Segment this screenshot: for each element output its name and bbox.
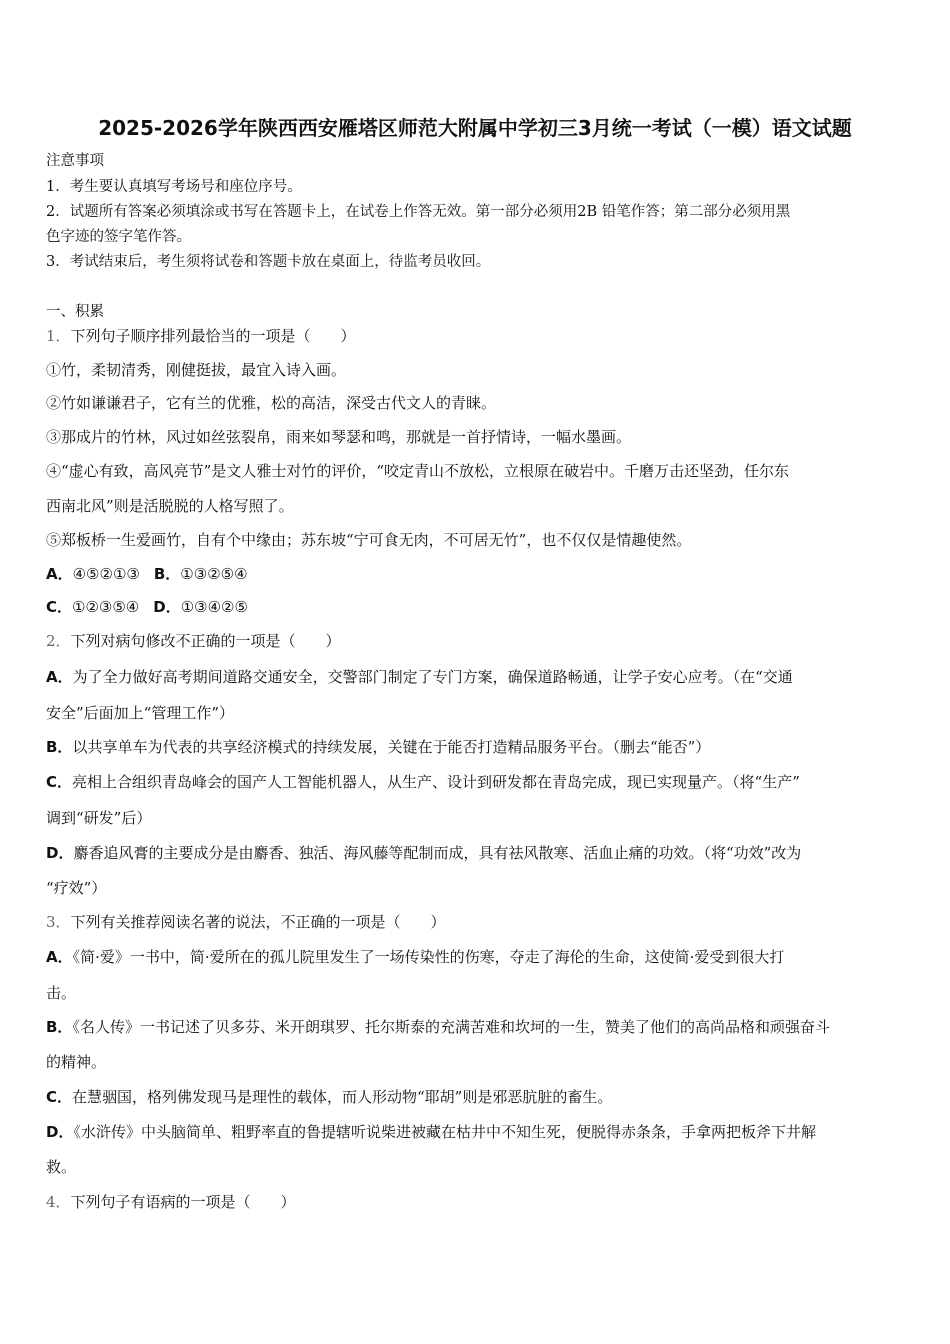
option-text: ①③④②⑤ xyxy=(180,598,248,616)
option-text: 麝香追风膏的主要成分是由麝香、独活、海风藤等配制而成，具有祛风散寒、活血止痛的功效。（将“功效”改为 xyxy=(73,844,802,862)
question-number: 2． xyxy=(46,632,71,650)
option-text: 在慧骃国，格列佛发现马是理性的载体，而人形动物“耶胡”则是邪恶肮脏的畜生。 xyxy=(72,1088,613,1106)
q1-sentence-4: ④“虚心有致，高风亮节”是文人雅士对竹的评价，“咬定青山不放松，立根原在破岩中。千磨万击还坚劲，任尔东 xyxy=(46,462,790,480)
option-key: A． xyxy=(46,668,73,686)
notice-item-3: 3．考试结束后，考生须将试卷和答题卡放在桌面上，待监考员收回。 xyxy=(46,254,491,270)
notice-heading: 注意事项 xyxy=(46,153,104,169)
question-number: 4． xyxy=(46,1193,71,1211)
option-text: ④⑤②①③ xyxy=(72,565,140,583)
notice-item-2-cont: 色字迹的签字笔作答。 xyxy=(46,229,191,245)
q1-sentence-5: ⑤郑板桥一生爱画竹，自有个中缘由；苏东坡“宁可食无肉，不可居无竹”，也不仅仅是情趣使然。 xyxy=(46,531,692,549)
q2-option-c xyxy=(46,772,906,792)
question-text: 下列句子顺序排列最恰当的一项是（ ） xyxy=(70,327,356,345)
question-3-stem xyxy=(46,912,906,932)
option-text: 《简·爱》一书中，简·爱所在的孤儿院里发生了一场传染性的伤寒，夺走了海伦的生命，这使简·爱受到很大打 xyxy=(72,948,785,966)
question-text: 下列有关推荐阅读名著的说法，不正确的一项是（ ） xyxy=(70,913,446,931)
q1-options-row-2 xyxy=(46,597,906,617)
q1-sentence-4-cont: 西南北风”则是活脱脱的人格写照了。 xyxy=(46,497,294,515)
question-number: 3． xyxy=(46,913,71,931)
q1-options-row-1 xyxy=(46,564,906,584)
option-key: A． xyxy=(46,948,73,966)
q1-sentence-3: ③那成片的竹林，风过如丝弦裂帛，雨来如琴瑟和鸣，那就是一首抒情诗，一幅水墨画。 xyxy=(46,428,632,446)
option-key: C． xyxy=(46,773,73,791)
q3-option-a-cont: 击。 xyxy=(46,984,77,1002)
q2-option-d-cont: “疗效”） xyxy=(46,879,107,897)
q3-option-d-cont: 救。 xyxy=(46,1158,77,1176)
question-text: 下列对病句修改不正确的一项是（ ） xyxy=(70,632,341,650)
section-heading: 一、积累 xyxy=(46,304,104,320)
notice-item-2: 2．试题所有答案必须填涂或书写在答题卡上，在试卷上作答无效。第一部分必须用2B 铅笔作答；第二部分必须用黑 xyxy=(46,204,791,220)
option-key: A． xyxy=(46,565,73,583)
option-text: 亮相上合组织青岛峰会的国产人工智能机器人，从生产、设计到研发都在青岛完成，现已实现量产。（将“生产” xyxy=(72,773,800,791)
option-key: D． xyxy=(153,598,181,616)
option-text: 《名人传》一书记述了贝多芬、米开朗琪罗、托尔斯泰的充满苦难和坎坷的一生，赞美了他们的高尚品格和顽强奋斗 xyxy=(72,1018,830,1036)
option-text: 《水浒传》中头脑简单、粗野率直的鲁提辖听说柴进被藏在枯井中不知生死，便脱得赤条条，手拿两把板斧下井解 xyxy=(73,1123,816,1141)
question-4-stem xyxy=(46,1192,906,1212)
option-text: 以共享单车为代表的共享经济模式的持续发展，关键在于能否打造精品服务平台。（删去“能否”） xyxy=(72,738,711,756)
option-text: ①③②⑤④ xyxy=(180,565,248,583)
option-key: D． xyxy=(46,1123,74,1141)
question-1-stem xyxy=(46,326,906,346)
q3-option-c xyxy=(46,1087,906,1107)
option-key: B． xyxy=(46,738,73,756)
notice-item-1: 1．考生要认真填写考场号和座位序号。 xyxy=(46,179,302,195)
option-text: ①②③⑤④ xyxy=(72,598,140,616)
option-key: C． xyxy=(46,598,73,616)
q2-option-a-cont: 安全”后面加上“管理工作”） xyxy=(46,704,235,722)
q3-option-b-cont: 的精神。 xyxy=(46,1053,107,1071)
q2-option-a xyxy=(46,667,906,687)
q2-option-c-cont: 调到“研发”后） xyxy=(46,809,152,827)
option-key: B． xyxy=(46,1018,73,1036)
exam-title: 2025-2026学年陕西西安雁塔区师范大附属中学初三3月统一考试（一模）语文试题 xyxy=(98,116,852,140)
q2-option-d xyxy=(46,843,906,863)
q1-sentence-2: ②竹如谦谦君子，它有兰的优雅，松的高洁，深受古代文人的青睐。 xyxy=(46,394,497,412)
q1-sentence-1: ①竹，柔韧清秀，刚健挺拔，最宜入诗入画。 xyxy=(46,361,347,379)
q3-option-a xyxy=(46,947,906,967)
option-text: 为了全力做好高考期间道路交通安全，交警部门制定了专门方案，确保道路畅通，让学子安心应考。（在“交通 xyxy=(72,668,793,686)
q3-option-b xyxy=(46,1017,906,1037)
q3-option-d xyxy=(46,1122,906,1142)
option-key: D． xyxy=(46,844,74,862)
question-text: 下列句子有语病的一项是（ ） xyxy=(70,1193,296,1211)
question-number: 1． xyxy=(46,327,71,345)
question-2-stem xyxy=(46,631,906,651)
option-key: C． xyxy=(46,1088,73,1106)
option-key: B． xyxy=(153,565,181,583)
q2-option-b xyxy=(46,737,906,757)
